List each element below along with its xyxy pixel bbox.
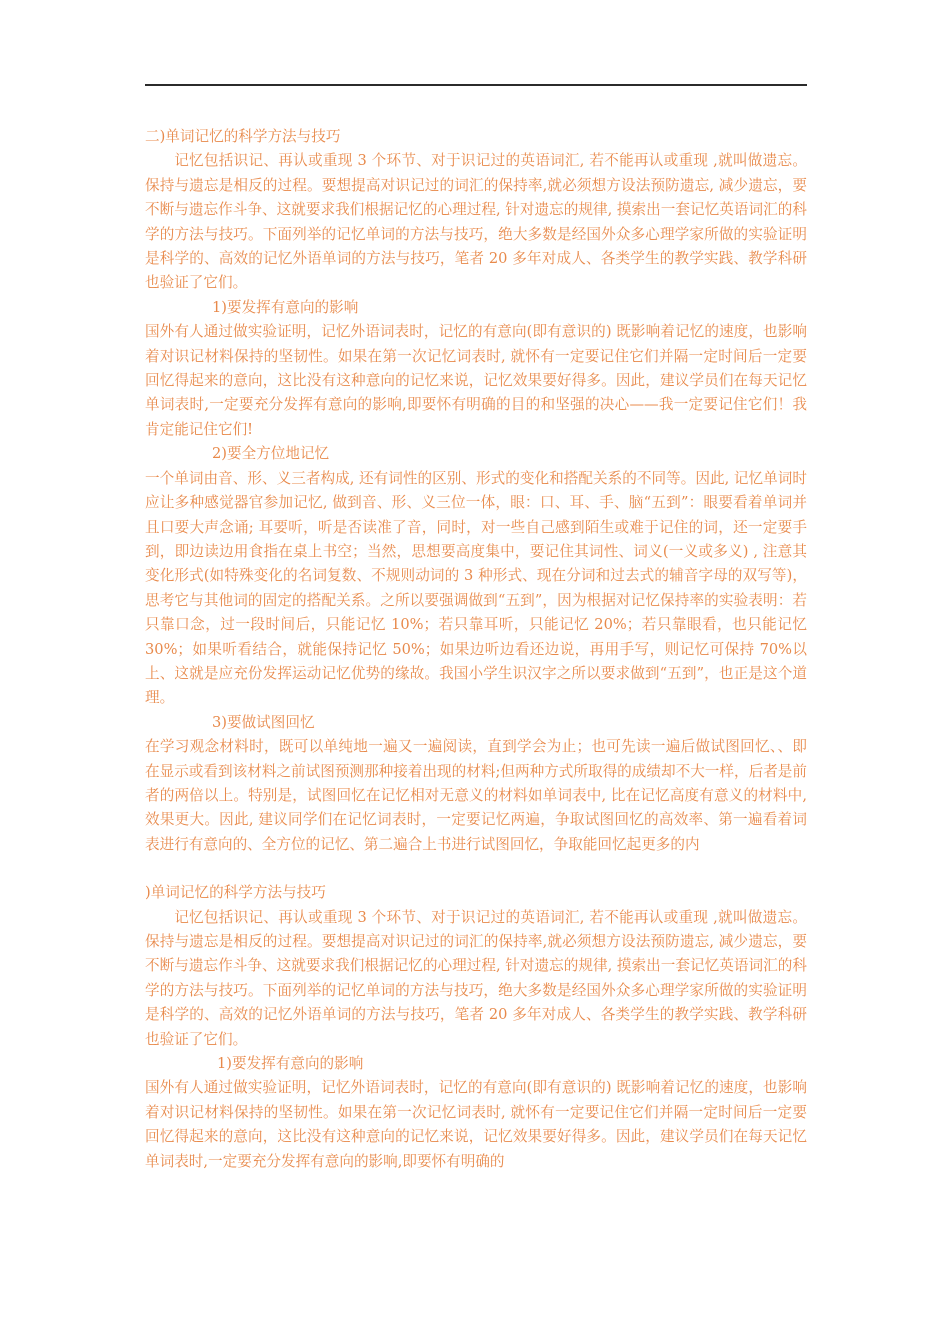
subsection-body-1: 国外有人通过做实验证明，记忆外语词表时，记忆的有意向(即有意识的) 既影响着记忆的速度，也影响着对识记材料保持的坚韧性。如果在第一次记忆词表时, 就怀有一定要记住它们并隔一定时间后一定要回忆得起来的意向，这比没有这种意向的记忆来说，记忆效果要好得多。因此，建议学员们在每天记忆单词表时,一定要充分发挥有意向的影响,即要怀有明确的目的和坚强的决心——我一定要记住它们！我肯定能记住它们!	[145, 323, 807, 438]
section-heading-repeat: )单词记忆的科学方法与技巧	[145, 884, 326, 902]
section-gap	[145, 857, 807, 881]
subsection-body-3: 在学习观念材料时，既可以单纯地一遍又一遍阅读，直到学会为止；也可先读一遍后做试图回忆、、即在显示或看到该材料之前试图预测那种接着出现的材料;但两种方式所取得的成绩却不大一样，后者是前者的两倍以上。特别是，试图回忆在记忆相对无意义的材料如单词表中, 比在记忆高度有意义的材料中, 效果更大。因此, 建议同学们在记忆词表时，一定要记忆两遍，争取试图回忆的高效率、第一遍看着词表进行有意向的、全方位的记忆、第二遍合上书进行试图回忆，争取能回忆起更多的内	[145, 738, 807, 853]
subsection-title-3: 3)要做试图回忆	[212, 713, 315, 731]
subsection-title-2: 2)要全方位地记忆	[212, 445, 330, 463]
subsection-body-1-repeat: 国外有人通过做实验证明，记忆外语词表时，记忆的有意向(即有意识的) 既影响着记忆的速度，也影响着对识记材料保持的坚韧性。如果在第一次记忆词表时, 就怀有一定要记住它们并隔一定时间后一定要回忆得起来的意向，这比没有这种意向的记忆来说，记忆效果要好得多。因此，建议学员们在每天记忆单词表时,一定要充分发挥有意向的影响,即要怀有明确的	[145, 1079, 807, 1170]
section-heading: 二)单词记忆的科学方法与技巧	[145, 128, 341, 145]
subsection-title-1-repeat: 1)要发挥有意向的影响	[217, 1055, 364, 1073]
header-rule	[145, 84, 807, 86]
document-body	[145, 125, 807, 1174]
subsection-title-1: 1)要发挥有意向的影响	[212, 298, 359, 316]
intro-paragraph-repeat: 记忆包括识记、再认或重现 3 个环节、对于识记过的英语词汇, 若不能再认或重现 ,就叫做遗忘。保持与遗忘是相反的过程。要想提高对识记过的词汇的保持率,就必须想方设法预防遗忘, 减少遗忘，要不断与遗忘作斗争、这就要求我们根据记忆的心理过程, 针对遗忘的规律, 摸索出一套记忆英语词汇的科学的方法与技巧。下面列举的记忆单词的方法与技巧，绝大多数是经国外众多心理学家所做的实验证明是科学的、高效的记忆外语单词的方法与技巧，笔者 20 多年对成人、各类学生的教学实践、教学科研也验证了它们。	[145, 908, 807, 1048]
intro-paragraph: 记忆包括识记、再认或重现 3 个环节、对于识记过的英语词汇, 若不能再认或重现 ,就叫做遗忘。保持与遗忘是相反的过程。要想提高对识记过的词汇的保持率,就必须想方设法预防遗忘, 减少遗忘，要不断与遗忘作斗争、这就要求我们根据记忆的心理过程, 针对遗忘的规律, 摸索出一套记忆英语词汇的科学的方法与技巧。下面列举的记忆单词的方法与技巧，绝大多数是经国外众多心理学家所做的实验证明是科学的、高效的记忆外语单词的方法与技巧，笔者 20 多年对成人、各类学生的教学实践、教学科研也验证了它们。	[145, 152, 807, 292]
subsection-body-2: 一个单词由音、形、义三者构成, 还有词性的区别、形式的变化和搭配关系的不同等。因此, 记忆单词时应让多种感觉器官参加记忆, 做到音、形、义三位一体，眼：口、耳、手、脑“五到”：眼要看着单词并且口要大声念诵; 耳要听，听是否读准了音，同时，对一些自己感到陌生或难于记住的词，还一定要手到，即边读边用食指在桌上书空；当然，思想要高度集中，要记住其词性、词义(一义或多义) , 注意其变化形式(如特殊变化的名词复数、不规则动词的 3 种形式、现在分词和过去式的辅音字母的双写等)，思考它与其他词的固定的搭配关系。之所以要强调做到“五到”，因为根据对记忆保持率的实验表明：若只靠口念，过一段时间后，只能记忆 10%；若只靠耳听，只能记忆 20%；若只靠眼看，也只能记忆 30%；如果听看结合，就能保持记忆 50%；如果边听边看还边说，再用手写，则记忆可保持 70%以上、这就是应充份发挥运动记忆优势的缘故。我国小学生识汉字之所以要求做到“五到”，也正是这个道理。	[145, 469, 807, 707]
